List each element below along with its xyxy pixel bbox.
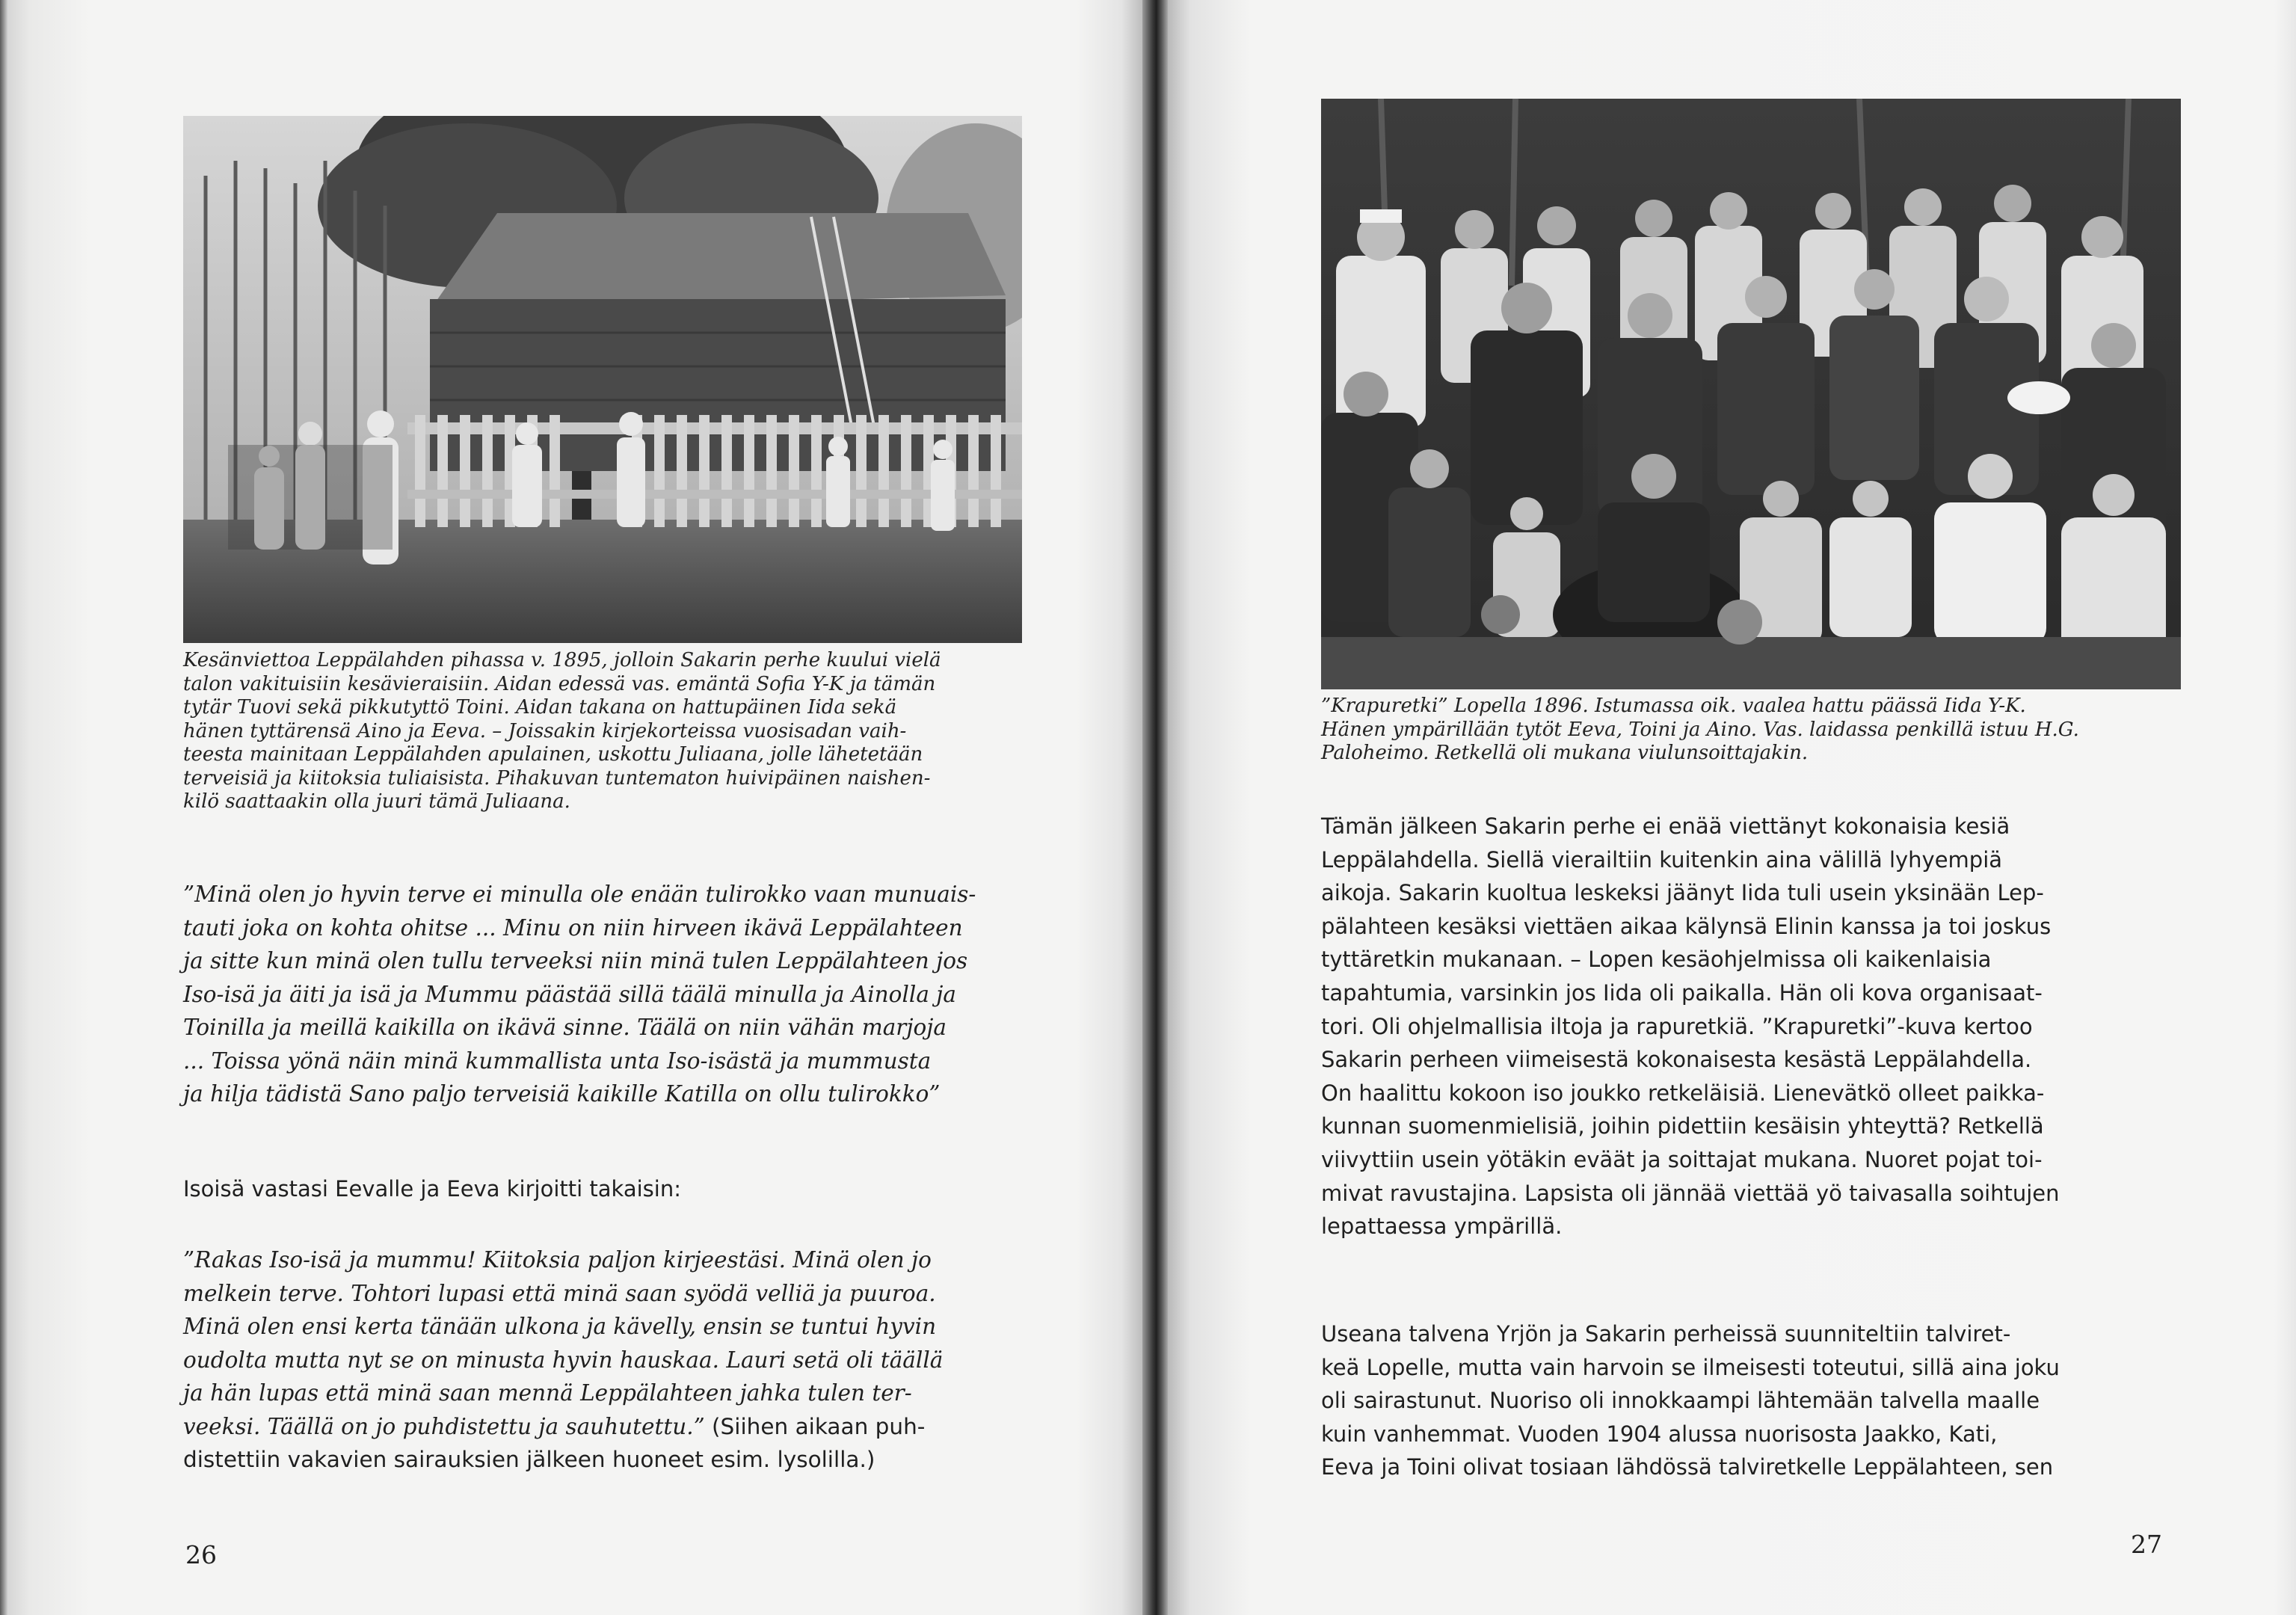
body-line: Eeva ja Toini olivat tosiaan lähdössä talviretkelle Leppälahteen, sen [1321,1454,2054,1480]
photo-group-image [1321,99,2181,689]
quote-line: ja hän lupas että minä saan mennä Leppälahteen jahka tulen ter- [183,1380,912,1406]
body-line: Tämän jälkeen Sakarin perhe ei enää viettänyt kokonaisia kesiä [1321,813,2010,839]
quote-line-mixed [183,1410,1028,1444]
photo-caption-right [1321,695,2181,766]
caption-line: talon vakituisiin kesävieraisiin. Aidan edessä vas. emäntä Sofia Y-K ja tämän [183,672,936,695]
body-line: mivat ravustajina. Lapsista oli jännää viettää yö taivasalla soihtujen [1321,1180,2060,1206]
page-number-left: 26 [185,1540,217,1569]
caption-line: tytär Tuovi sekä pikkutyttö Toini. Aidan takana on hattupäinen Iida sekä [183,696,897,719]
body-line: lepattaessa ympärillä. [1321,1213,1563,1240]
body-line: Isoisä vastasi Eevalle ja Eeva kirjoitti takaisin: [183,1176,681,1202]
caption-line: kilö saattaakin olla juuri tämä Juliaana. [183,790,570,813]
body-line: keä Lopelle, mutta vain harvoin se ilmeisesti toteutui, sillä aina joku [1321,1354,2060,1380]
caption-line: Kesänviettoa Leppälahden pihassa v. 1895, jolloin Sakarin perhe kuului vielä [183,649,941,671]
caption-line: hänen tyttärensä Aino ja Eeva. – Joissakin kirjekorteissa vuosisadan vaih- [183,719,907,742]
body-line: oli sairastunut. Nuoriso oli innokkaampi lähtemään talvella maalle [1321,1388,2040,1414]
photo-caption-left [183,649,1022,814]
body-line: distettiin vakavien sairauksien jälkeen huoneet esim. lysolilla.) [183,1447,875,1472]
caption-line: Paloheimo. Retkellä oli mukana viulunsoittajakin. [1321,742,1809,764]
quote-line: melkein terve. Tohtori lupasi että minä saan syödä velliä ja puuroa. [183,1280,936,1306]
quote-line: ja sitte kun minä olen tullu terveeksi niin minä tulen Leppälahteen jos [183,948,968,973]
body-paragraph-2 [1321,1317,2188,1484]
quote-line: Minä olen ensi kerta tänään ulkona ja kävelly, ensin se tuntui hyvin [183,1314,937,1339]
quote-line: oudolta mutta nyt se on minusta hyvin hauskaa. Lauri setä oli täällä [183,1347,944,1373]
quote-line: ”Rakas Iso-isä ja mummu! Kiitoksia paljon kirjeestäsi. Minä olen jo [183,1247,932,1273]
photo-yard-1895 [183,116,1022,643]
photo-krapuretki-1896 [1321,99,2181,689]
body-line: Sakarin perheen viimeisestä kokonaisesta kesästä Leppälahdella. [1321,1047,2032,1073]
letter-quote-eeva [183,878,1028,1111]
body-paragraph-1 [1321,810,2188,1243]
right-page [1168,0,2296,1615]
quote-upright-part: (Siihen aikaan puh- [704,1413,926,1439]
left-page [0,0,1142,1615]
body-line: tapahtumia, varsinkin jos Iida oli paikalla. Hän oli kova organisaat- [1321,979,2043,1006]
quote-line: Toinilla ja meillä kaikilla on ikävä sinne. Täälä on niin vähän marjoja [183,1015,947,1040]
caption-line: Hänen ympärillään tytöt Eeva, Toini ja Aino. Vas. laidassa penkillä istuu H.G. [1321,718,2079,741]
caption-line: terveisiä ja kiitoksia tuliaisista. Pihakuvan tuntematon huivipäinen naishen- [183,766,931,790]
quote-line: Iso-isä ja äiti ja isä ja Mummu päästää sillä täälä minulla ja Ainolla ja [183,981,957,1007]
body-paragraph-left [183,1172,1028,1206]
quote-line: tauti joka on kohta ohitse ... Minu on niin hirveen ikävä Leppälahteen [183,914,963,941]
body-line: Useana talvena Yrjön ja Sakarin perheissä suunniteltiin talviret- [1321,1321,2011,1347]
body-line: tori. Oli ohjelmallisia iltoja ja rapuretkiä. ”Krapuretki”-kuva kertoo [1321,1013,2033,1039]
book-spine [1142,0,1168,1615]
photo-yard-image [183,116,1022,643]
body-line: aikoja. Sakarin kuoltua leskeksi jäänyt Iida tuli usein yksinään Lep- [1321,880,2044,906]
quote-line: ”Minä olen jo hyvin terve ei minulla ole enään tulirokko vaan munuais- [183,882,976,907]
body-line: viivyttiin usein yötäkin eväät ja soittajat mukana. Nuoret pojat toi- [1321,1146,2043,1172]
body-line: Leppälahdella. Siellä vierailtiin kuitenkin aina välillä lyhyempiä [1321,846,2003,873]
caption-line: ”Krapuretki” Lopella 1896. Istumassa oik. vaalea hattu päässä Iida Y-K. [1321,695,2026,717]
body-line: tyttäretkin mukanaan. – Lopen kesäohjelmissa oli kaikenlaisia [1321,947,1992,973]
quote-line: ... Toissa yönä näin minä kummallista unta Iso-isästä ja mummusta [183,1048,932,1074]
quote-line: ja hilja tädistä Sano paljo terveisiä kaikille Katilla on ollu tulirokko” [183,1081,941,1107]
body-line: pälahteen kesäksi viettäen aikaa kälynsä Elinin kanssa ja toi joskus [1321,913,2052,939]
letter-quote-reply [183,1243,1028,1477]
body-line: kuin vanhemmat. Vuoden 1904 alussa nuorisosta Jaakko, Kati, [1321,1421,1998,1447]
body-line: kunnan suomenmielisiä, joihin pidettiin kesäisin yhteyttä? Retkellä [1321,1113,2044,1139]
caption-line: teesta mainitaan Leppälahden apulainen, uskottu Juliaana, jolle lähetetään [183,743,923,766]
quote-italic-part: veeksi. Täällä on jo puhdistettu ja sauhutettu.” [183,1413,705,1439]
page-edge [0,0,7,1615]
body-line: On haalittu kokoon iso joukko retkeläisiä. Lienevätkö olleet paikka- [1321,1080,2045,1106]
page-number-right: 27 [2131,1530,2162,1559]
